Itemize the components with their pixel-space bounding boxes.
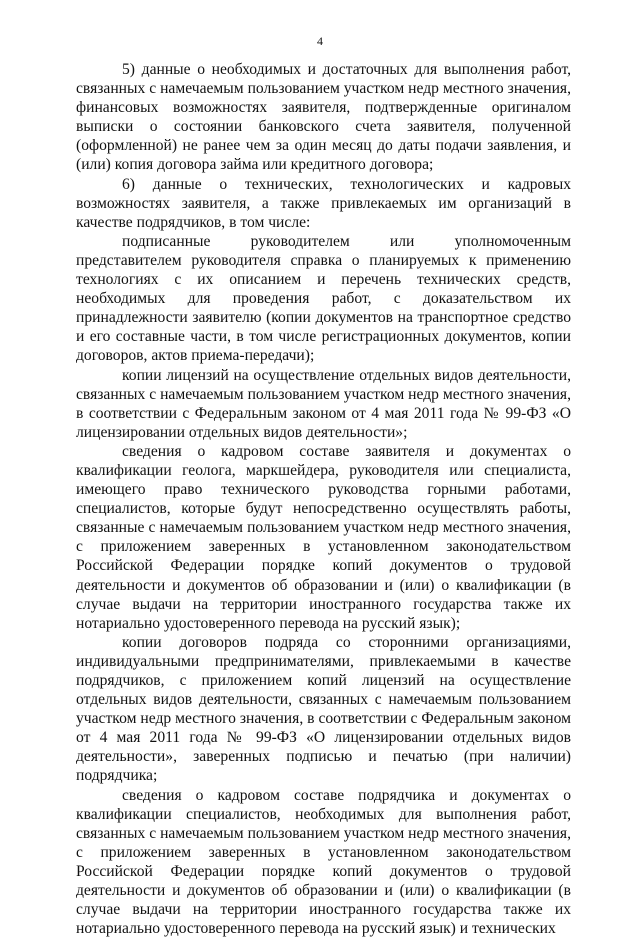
paragraph-contractor-staff: сведения о кадровом составе подрядчика и документах о квалификации специалистов, необходимых для выполнения работ, связанных с намечаемым пользованием участком недр местного значения, с приложением заверенных в установленном законодательством Российской Федерации порядке копий документов о трудовой деятельности и документов об образовании и (или) о квалификации (в случае выдачи на территории иностранного государства также их нотариально удостоверенного перевода на русский язык) и технических [76, 786, 571, 938]
paragraph-item-5-financial-data: 5) данные о необходимых и достаточных для выполнения работ, связанных с намечаемым пользованием участком недр местного значения, финансовых возможностях заявителя, подтвержденные оригиналом выписки о состоянии банковского счета заявителя, полученной (оформленной) не ранее чем за один месяц до даты подачи заявления, и (или) копия договора займа или кредитного договора; [76, 61, 571, 174]
paragraph-technology-certificate: подписанные руководителем или уполномоченным представителем руководителя справка о планируемых к применению технологиях с их описанием и перечень технических средств, необходимых для проведения работ, с доказательством их принадлежности заявителю (копии документов на транспортное средство и его составные части, в том числе регистрационных документов, копии договоров, актов приема-передачи); [76, 232, 571, 365]
paragraph-item-6-technical-capabilities: 6) данные о технических, технологических и кадровых возможностях заявителя, а также привлекаемых им организаций в качестве подрядчиков, в том числе: [76, 175, 571, 231]
paragraph-license-copies: копии лицензий на осуществление отдельных видов деятельности, связанных с намечаемым пользованием участком недр местного значения, в соответствии с Федеральным законом от 4 мая 2011 года № 99-ФЗ «О лицензировании отдельных видов деятельности»; [76, 366, 571, 441]
document-body [76, 60, 571, 938]
page-number: 4 [317, 34, 323, 48]
paragraph-contract-copies: копии договоров подряда со сторонними организациями, индивидуальными предпринимателями, привлекаемыми в качестве подрядчиков, с приложением копий лицензий на осуществление отдельных видов деятельности, связанных с намечаемым пользованием участком недр местного значения, в соответствии с Федеральным законом от 4 мая 2011 года № 99-ФЗ «О лицензировании отдельных видов деятельности», заверенных подписью и печатью (при наличии) подрядчика; [76, 633, 571, 785]
paragraph-applicant-staff: сведения о кадровом составе заявителя и документах о квалификации геолога, маркшейдера, руководителя или специалиста, имеющего право технического руководства горными работами, специалистов, которые будут непосредственно осуществлять работы, связанные с намечаемым пользованием участком недр местного значения, с приложением заверенных в установленном законодательством Российской Федерации порядке копий документов о трудовой деятельности и документов об образовании и (или) о квалификации (в случае выдачи на территории иностранного государства также их нотариально удостоверенного перевода на русский язык); [76, 442, 571, 632]
